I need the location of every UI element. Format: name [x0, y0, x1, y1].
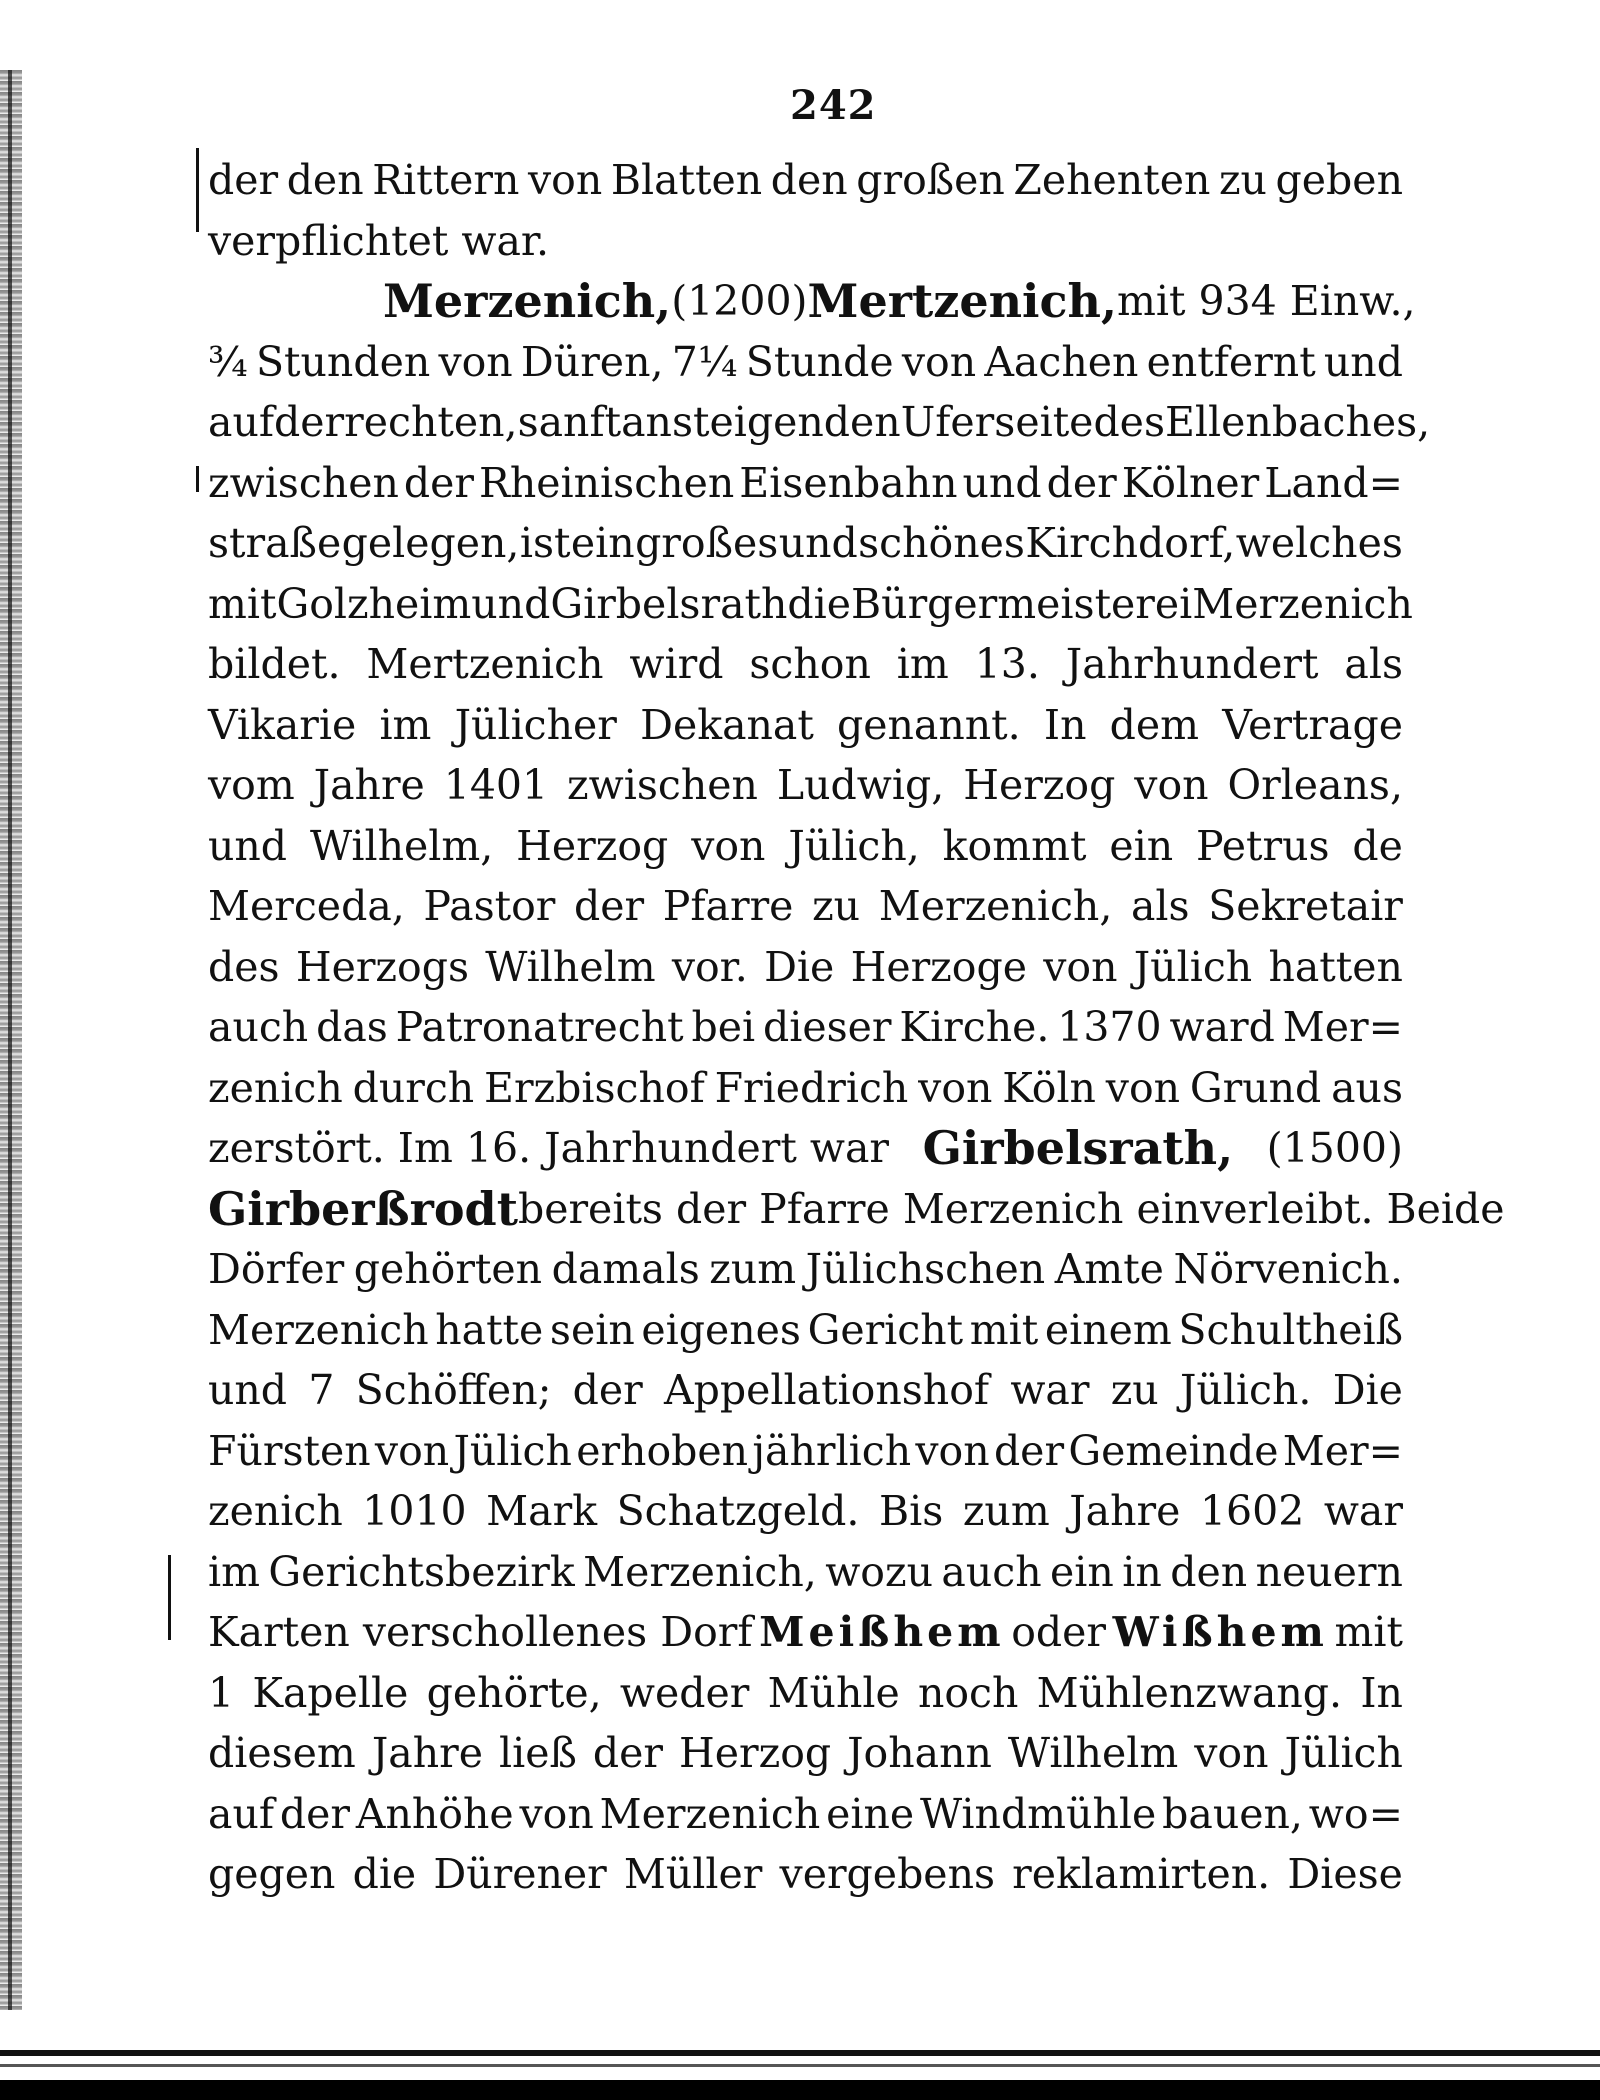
text-line: Merzenich hatte sein eigenes Gericht mit einem Schultheiß — [208, 1305, 1403, 1354]
place-name-variant: Mertzenich, — [807, 274, 1117, 328]
date: (1200) — [671, 277, 808, 325]
margin-mark — [196, 148, 199, 232]
text-line: Merceda, Pastor der Pfarre zu Merzenich, als Sekretair — [208, 882, 1403, 930]
place-name-heading: Merzenich, — [383, 274, 672, 328]
text-line: zenich 1010 Mark Schatzgeld. Bis zum Jahre 1602 war — [208, 1487, 1403, 1535]
text-line: zenich durch Erzbischof Friedrich von Köln von Grund aus — [208, 1063, 1403, 1112]
text-line: auf der rechten, sanft ansteigenden Uferseite des Ellenbaches, — [208, 398, 1431, 446]
girberss-line — [208, 1179, 1505, 1240]
text-line: 1 Kapelle gehörte, weder Mühle noch Mühlenzwang. In — [208, 1668, 1403, 1717]
text-line: Fürsten von Jülich erhoben jährlich von der Gemeinde Mer= — [208, 1426, 1403, 1475]
scan-left-edge-line — [8, 70, 12, 2010]
margin-mark — [168, 1555, 171, 1640]
text-fragment: mit 934 Einw., — [1117, 277, 1416, 325]
body-text — [208, 150, 1505, 1905]
text-line: ¾ Stunden von Düren, 7¼ Stunde von Aachen entfernt und — [208, 337, 1403, 386]
village-name: Meißhem — [759, 1608, 1005, 1656]
text-line: gegen die Dürener Müller vergebens reklamirten. Diese — [208, 1850, 1403, 1898]
page-number: 242 — [790, 82, 877, 129]
text-line: Vikarie im Jülicher Dekanat genannt. In dem Vertrage — [208, 700, 1403, 749]
text-line: auf der Anhöhe von Merzenich eine Windmühle bauen, wo= — [208, 1789, 1403, 1838]
text-line: der den Rittern von Blatten den großen Zehenten zu geben — [208, 156, 1403, 204]
text-line: bildet. Mertzenich wird schon im 13. Jahrhundert als — [208, 640, 1403, 688]
text-fragment: bereits der Pfarre Merzenich einverleibt. Beide — [517, 1184, 1505, 1233]
entry-heading-line — [208, 271, 1416, 332]
scan-bottom-edge — [0, 2050, 1600, 2056]
text-line: mit Golzheim und Girbelsrath die Bürgermeisterei Merzenich — [208, 579, 1413, 628]
text-line: zwischen der Rheinischen Eisenbahn und der Kölner Land= — [208, 458, 1403, 507]
text-line: des Herzogs Wilhelm vor. Die Herzoge von Jülich hatten — [208, 942, 1403, 991]
text-line: verpflichtet war. — [208, 216, 550, 265]
text-fragment: mit — [1334, 1608, 1403, 1656]
text-fragment: Karten verschollenes Dorf — [208, 1608, 753, 1656]
text-fragment: oder — [1011, 1608, 1106, 1656]
meisshem-line — [208, 1602, 1403, 1663]
scan-bottom-edge — [0, 2080, 1600, 2100]
text-line: auch das Patronatrecht bei dieser Kirche. 1370 ward Mer= — [208, 1003, 1403, 1051]
text-line: im Gerichtsbezirk Merzenich, wozu auch ein in den neuern — [208, 1547, 1403, 1596]
date: (1500) — [1266, 1124, 1403, 1172]
girbelsrath-line — [208, 1118, 1403, 1179]
text-line: Dörfer gehörten damals zum Jülichschen Amte Nörvenich. — [208, 1245, 1403, 1293]
text-line: und 7 Schöffen; der Appellationshof war zu Jülich. Die — [208, 1366, 1403, 1414]
text-fragment: zerstört. Im 16. Jahrhundert war — [208, 1124, 890, 1172]
scan-bottom-edge — [0, 2064, 1600, 2067]
village-name: Wißhem — [1112, 1608, 1328, 1656]
margin-mark — [196, 466, 199, 492]
place-name-variant: Girberßrodt — [208, 1181, 518, 1236]
place-name-heading: Girbelsrath, — [922, 1121, 1234, 1175]
text-line: vom Jahre 1401 zwischen Ludwig, Herzog von Orleans, — [208, 761, 1403, 809]
text-line: diesem Jahre ließ der Herzog Johann Wilhelm von Jülich — [208, 1729, 1403, 1777]
text-line: straße gelegen, ist ein großes und schönes Kirchdorf, welches — [208, 519, 1403, 567]
text-line: und Wilhelm, Herzog von Jülich, kommt ein Petrus de — [208, 821, 1403, 870]
